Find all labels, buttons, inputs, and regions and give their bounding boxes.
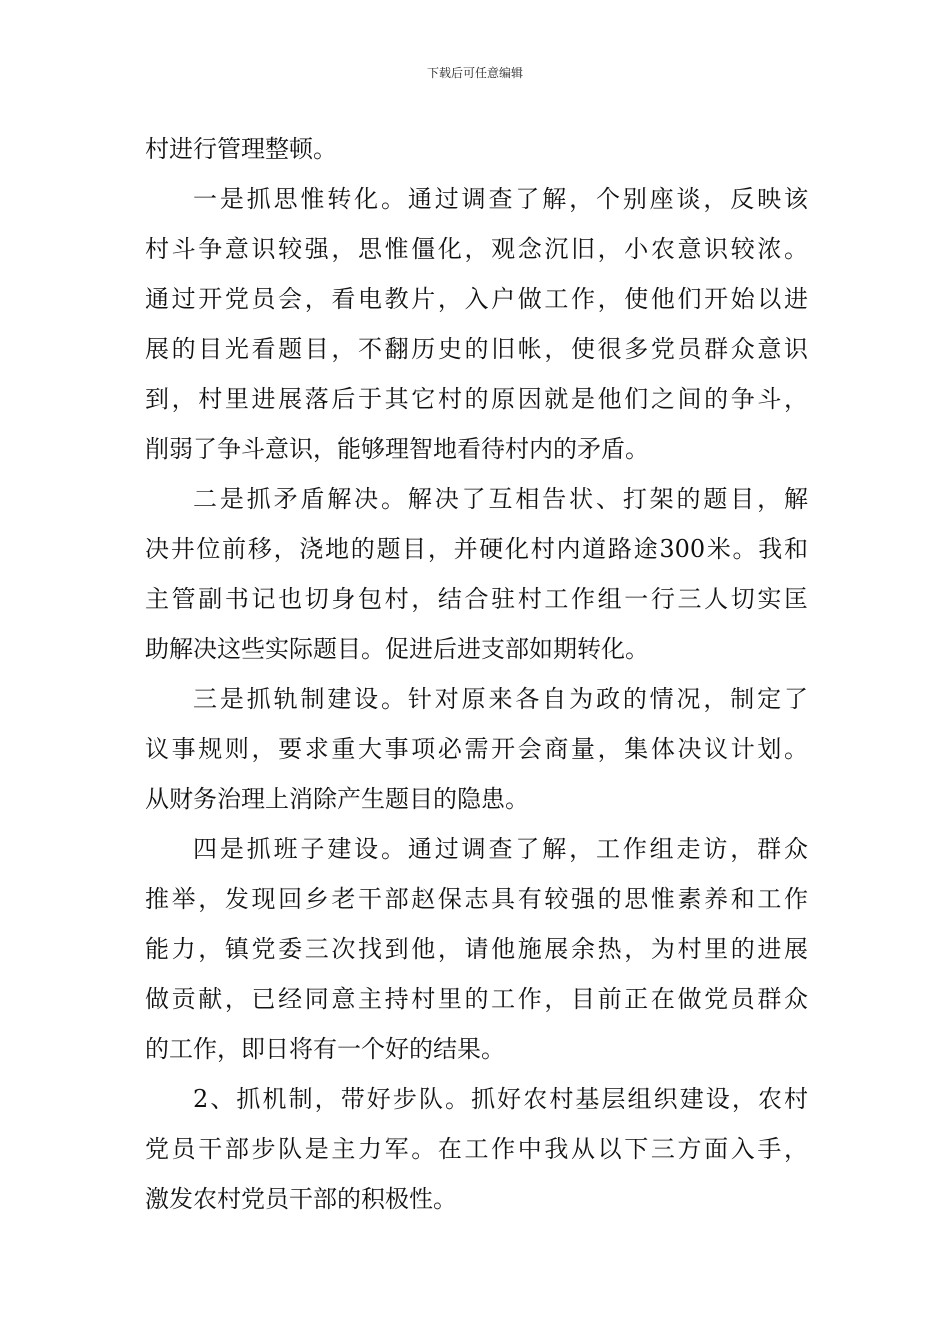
text-line: 通过开党员会，看电教片，入户做工作，使他们开始以进 <box>145 285 808 313</box>
document-body <box>145 124 808 1224</box>
text-line: 二是抓矛盾解决。解决了互相告状、打架的题目，解 <box>193 485 808 513</box>
text-line: 从财务治理上消除产生题目的隐患。 <box>145 785 529 813</box>
text-line: 村进行管理整顿。 <box>145 135 337 163</box>
text-line: 的工作，即日将有一个好的结果。 <box>145 1035 505 1063</box>
text-line: 推举，发现回乡老干部赵保志具有较强的思惟素养和工作 <box>145 885 808 913</box>
text-line: 展的目光看题目，不翻历史的旧帐，使很多党员群众意识 <box>145 335 808 363</box>
text-line: 主管副书记也切身包村，结合驻村工作组一行三人切实匡 <box>145 585 808 613</box>
text-line: 三是抓轨制建设。针对原来各自为政的情况，制定了 <box>193 685 808 713</box>
text-line: 一是抓思惟转化。通过调查了解，个别座谈，反映该 <box>193 185 808 213</box>
text-line: 到，村里进展落后于其它村的原因就是他们之间的争斗， <box>145 385 808 413</box>
page-header: 下载后可任意编辑 <box>426 66 523 80</box>
text-line: 党员干部步队是主力军。在工作中我从以下三方面入手， <box>145 1135 808 1163</box>
text-line: 能力，镇党委三次找到他，请他施展余热，为村里的进展 <box>145 935 808 963</box>
text-line: 做贡献，已经同意主持村里的工作，目前正在做党员群众 <box>145 985 808 1013</box>
text-line: 2、抓机制，带好步队。抓好农村基层组织建设，农村 <box>193 1085 808 1113</box>
text-line: 助解决这些实际题目。促进后进支部如期转化。 <box>145 635 649 663</box>
text-line: 村斗争意识较强，思惟僵化，观念沉旧，小农意识较浓。 <box>145 235 808 263</box>
text-line: 四是抓班子建设。通过调查了解，工作组走访，群众 <box>193 835 808 863</box>
text-line: 议事规则，要求重大事项必需开会商量，集体决议计划。 <box>145 735 808 763</box>
text-line: 削弱了争斗意识，能够理智地看待村内的矛盾。 <box>145 435 649 463</box>
text-line: 决井位前移，浇地的题目，并硬化村内道路途300米。我和 <box>145 535 808 563</box>
text-line: 激发农村党员干部的积极性。 <box>145 1185 457 1213</box>
